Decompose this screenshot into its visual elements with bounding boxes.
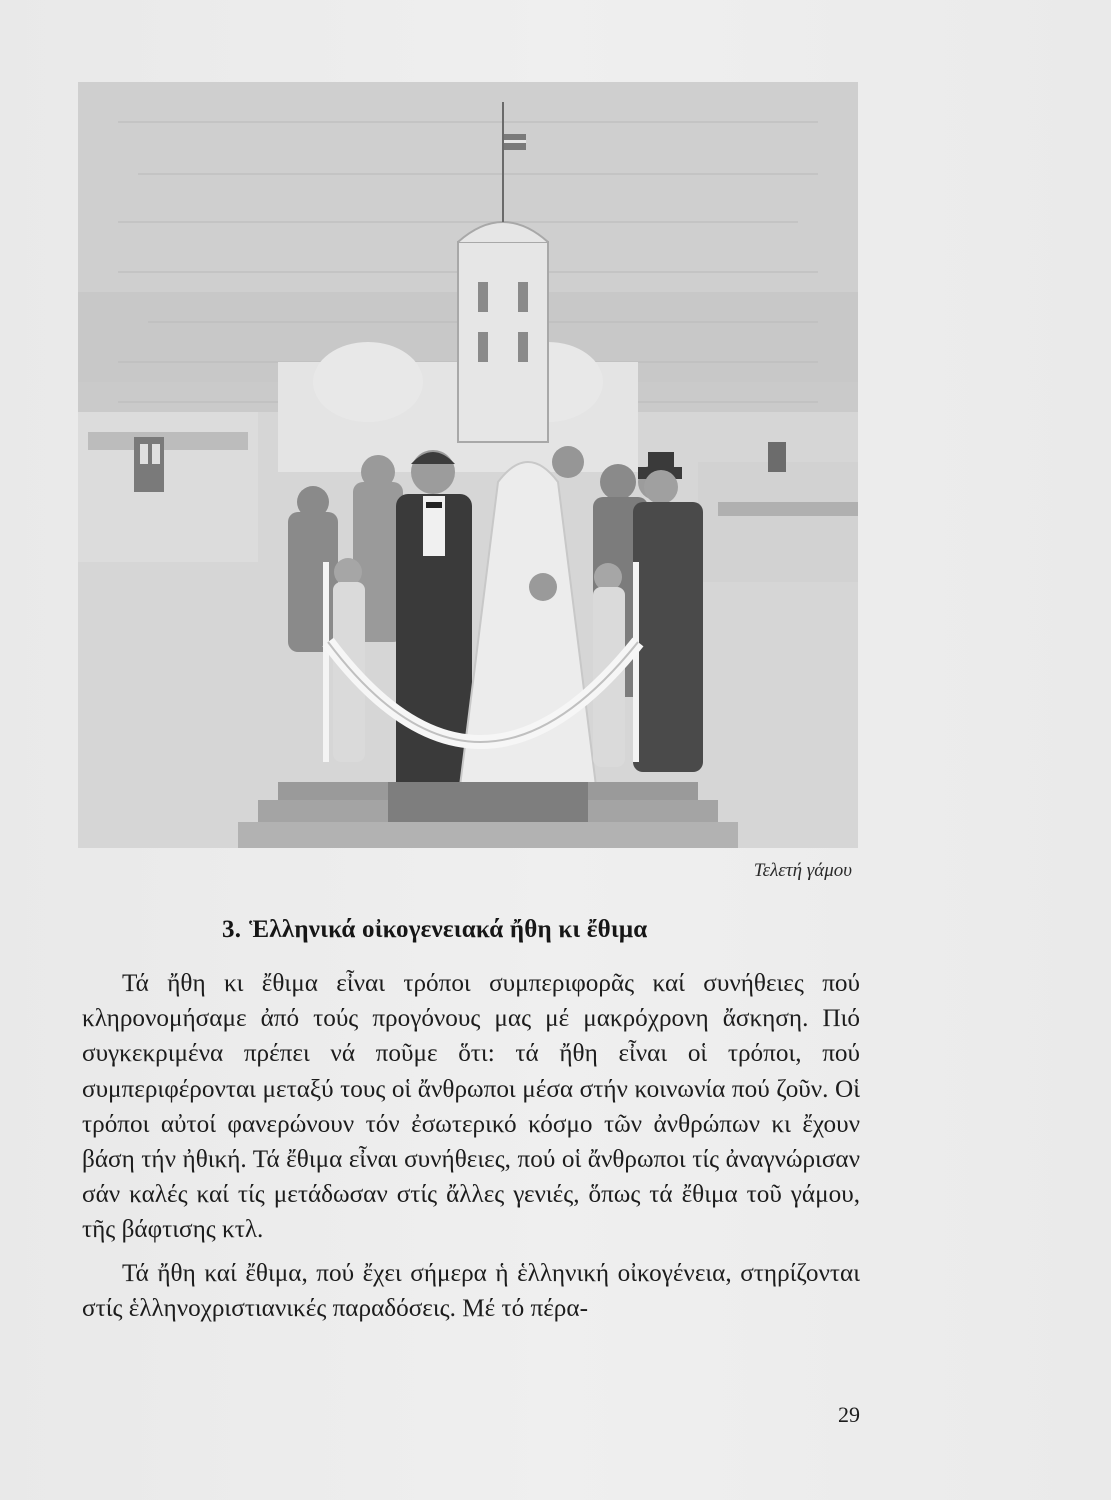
section-title: Ἑλληνικά οἰκογενειακά ἤθη κι ἔθιμα: [249, 916, 648, 943]
wedding-ceremony-painting-icon: [78, 82, 858, 848]
paragraph: Τά ἤθη καί ἔθιμα, πού ἔχει σήμερα ἡ ἑλληνική οἰκογένεια, στηρίζονται στίς ἑλληνοχριστιανικές παραδόσεις. Μέ τό πέρα-: [82, 1259, 860, 1322]
section-number: 3.: [222, 916, 242, 943]
section-heading: [222, 916, 782, 944]
body-text: [82, 966, 860, 1326]
paragraph: Τά ἤθη κι ἔθιμα εἶναι τρόποι συμπεριφορᾶς καί συνήθειες πού κληρονομήσαμε ἀπό τούς προγόνους μας μέ μακρόχρονη ἄσκηση. Πιό συγκεκριμένα πρέπει νά ποῦμε ὅτι: τά ἤθη εἶναι οἱ τρόποι, πού συμπεριφέρονται μεταξύ τους οἱ ἄνθρωποι μέσα στήν κοινωνία πού ζοῦν. Οἱ τρόποι αὐτοί φανερώνουν τόν ἐσωτερικό κόσμο τῶν ἀνθρώπων κι ἔχουν βάση τήν ἠθική. Τά ἔθιμα εἶναι συνήθειες, πού οἱ ἄνθρωποι τίς ἀναγνώρισαν σάν καλές καί τίς μετάδωσαν στίς ἄλλες γενιές, ὅπως τά ἔθιμα τοῦ γάμου, τῆς βάφτισης κτλ.: [82, 970, 860, 1244]
page-number: 29: [838, 1402, 860, 1427]
illustration-caption: Τελετή γάμου: [753, 860, 852, 881]
wedding-illustration: [78, 82, 858, 848]
